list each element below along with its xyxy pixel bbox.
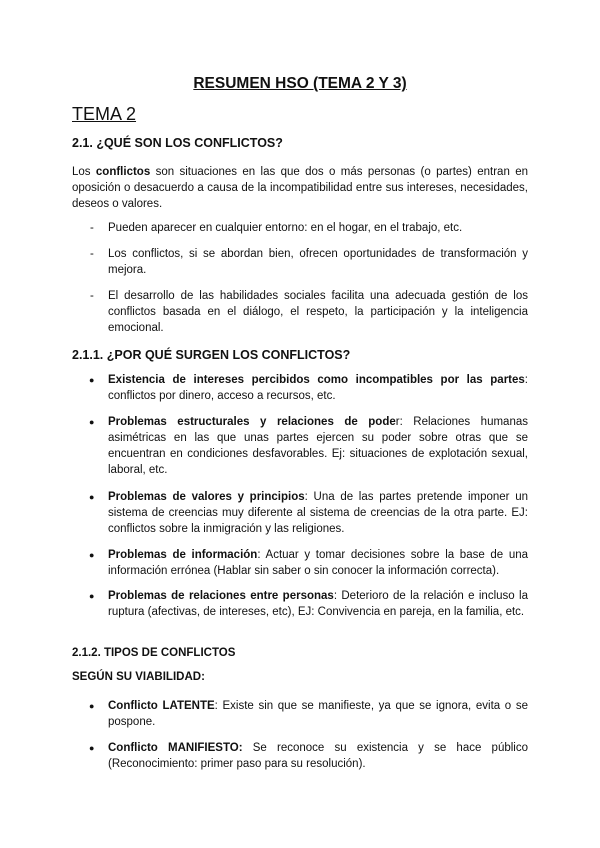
cause-bold: Existencia de intereses percibidos como incompatibles por las partes xyxy=(108,374,525,386)
intro-text-rest: son situaciones en las que dos o más personas (o partes) entran en oposición o desacuerdo a causa de la incompatibilidad entre sus intereses, necesidades, deseos o valores. xyxy=(72,166,528,210)
cause-item xyxy=(108,372,528,404)
section-heading-2-1-2: 2.1.2. TIPOS DE CONFLICTOS xyxy=(72,647,236,659)
type-bold: Conflicto LATENTE xyxy=(108,700,215,712)
bullet-marker: ● xyxy=(89,492,95,502)
section-heading-tema: TEMA 2 xyxy=(72,104,137,124)
cause-text: : Deterioro de la relación e incluso la ruptura (afectivas, de intereses, etc), EJ: Convivencia en pareja, en la familia, etc. xyxy=(108,590,528,618)
bullet-marker: ● xyxy=(89,417,95,427)
bullet-marker: ● xyxy=(89,591,95,601)
type-item xyxy=(108,740,528,772)
bullet-marker: ● xyxy=(89,743,95,753)
cause-text: : Una de las partes pretende imponer un sistema de creencias muy diferente al sistema de creencias de la otra parte. EJ: conflictos sobre la inmigración y las religiones. xyxy=(108,491,528,535)
dash-item: Los conflictos, si se abordan bien, ofrecen oportunidades de transformación y mejora. xyxy=(108,248,528,276)
section-heading-2-1: 2.1. ¿QUÉ SON LOS CONFLICTOS? xyxy=(72,136,283,150)
cause-bold: Problemas estructurales y relaciones de pode xyxy=(108,416,396,428)
dash-item: Pueden aparecer en cualquier entorno: en el hogar, en el trabajo, etc. xyxy=(108,222,463,234)
cause-item xyxy=(108,547,528,579)
dash-marker: - xyxy=(90,248,94,260)
cause-bold: Problemas de información xyxy=(108,549,258,561)
type-bold: Conflicto MANIFIESTO: xyxy=(108,742,243,754)
dash-marker: - xyxy=(90,222,94,234)
bullet-marker: ● xyxy=(89,375,95,385)
cause-bold: Problemas de valores y principios xyxy=(108,491,305,503)
type-text: : Existe sin que se manifieste, ya que se ignora, evita o se pospone. xyxy=(108,700,528,728)
dash-marker: - xyxy=(90,290,94,302)
cause-text: r: Relaciones humanas asimétricas en las que unas partes ejercen su poder sobre otras que se encuentran en condiciones desfavorables. Ej: situaciones de explotación sexual, laboral, etc. xyxy=(108,416,528,476)
cause-text: : Actuar y tomar decisiones sobre la base de una información errónea (Hablar sin saber o sin conocer la información correcta). xyxy=(108,549,529,577)
type-item xyxy=(108,698,528,730)
cause-item xyxy=(108,414,528,478)
cause-text: : conflictos por dinero, acceso a recursos, etc. xyxy=(108,374,528,402)
intro-text: Los xyxy=(72,166,96,178)
viability-heading: SEGÚN SU VIABILIDAD: xyxy=(72,671,205,683)
cause-item xyxy=(108,489,528,537)
intro-bold-term: conflictos xyxy=(95,166,151,178)
cause-item xyxy=(108,588,528,620)
bullet-marker: ● xyxy=(89,550,95,560)
bullet-marker: ● xyxy=(89,701,95,711)
section-heading-2-1-1: 2.1.1. ¿POR QUÉ SURGEN LOS CONFLICTOS? xyxy=(72,348,351,362)
intro-paragraph xyxy=(72,164,528,212)
document-title: RESUMEN HSO (TEMA 2 Y 3) xyxy=(193,75,407,92)
dash-item: El desarrollo de las habilidades sociales facilita una adecuada gestión de los conflictos basada en el diálogo, el respeto, la participación y la inteligencia emocional. xyxy=(108,290,528,334)
cause-bold: Problemas de relaciones entre personas xyxy=(108,590,334,602)
type-text: Se reconoce su existencia y se hace público (Reconocimiento: primer paso para su resolución). xyxy=(108,742,529,770)
